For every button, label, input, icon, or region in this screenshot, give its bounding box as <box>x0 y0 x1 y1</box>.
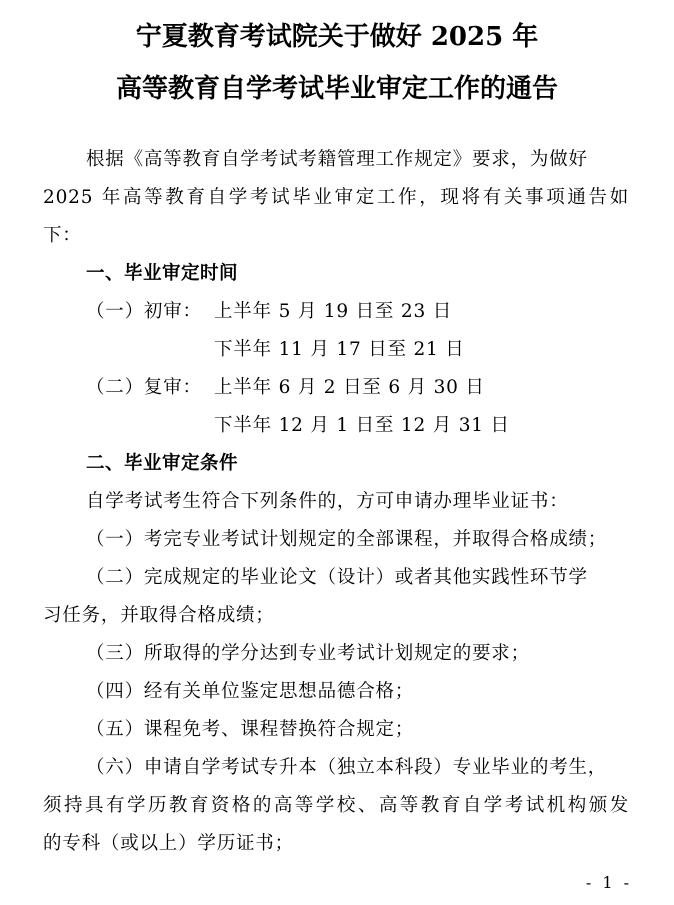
intro-paragraph-line-2: 2025 年高等教育自学考试毕业审定工作，现将有关事项通告如 <box>43 187 629 208</box>
condition-item-4: （四）经有关单位鉴定思想品德合格； <box>86 681 415 702</box>
section-2-heading: 二、毕业审定条件 <box>86 453 239 474</box>
first-review-first-half: 上半年 5 月 19 日至 23 日 <box>214 301 453 322</box>
first-review-second-half: 下半年 11 月 17 日至 21 日 <box>214 339 465 360</box>
condition-item-1: （一）考完专业考试计划规定的全部课程，并取得合格成绩； <box>86 529 608 550</box>
document-title-line-2: 高等教育自学考试毕业审定工作的通告 <box>115 74 558 104</box>
second-review-label: （二）复审： <box>86 377 202 398</box>
document-title-line-1: 宁夏教育考试院关于做好 2025 年 <box>135 22 539 52</box>
condition-item-6-line-3: 的专科（或以上）学历证书； <box>43 833 294 854</box>
intro-paragraph-line-3: 下： <box>43 225 82 246</box>
condition-item-6-line-1: （六）申请自学考试专升本（独立本科段）专业毕业的考生， <box>86 757 608 778</box>
section-1-heading: 一、毕业审定时间 <box>86 263 239 284</box>
condition-item-2-line-1: （二）完成规定的毕业论文（设计）或者其他实践性环节学 <box>86 567 588 588</box>
second-review-first-half: 上半年 6 月 2 日至 6 月 30 日 <box>214 377 485 398</box>
condition-item-2-line-2: 习任务，并取得合格成绩； <box>43 605 275 626</box>
second-review-second-half: 下半年 12 月 1 日至 12 月 31 日 <box>214 415 510 436</box>
condition-item-6-line-2: 须持具有学历教育资格的高等学校、高等教育自学考试机构颁发 <box>43 795 629 816</box>
first-review-label: （一）初审： <box>86 301 202 322</box>
condition-item-3: （三）所取得的学分达到专业考试计划规定的要求； <box>86 643 530 664</box>
intro-paragraph-line-1: 根据《高等教育自学考试考籍管理工作规定》要求，为做好 <box>86 149 588 170</box>
condition-item-5: （五）课程免考、课程替换符合规定； <box>86 719 415 740</box>
page-number: - 1 - <box>585 873 632 892</box>
conditions-lead: 自学考试考生符合下列条件的，方可申请办理毕业证书： <box>86 491 569 512</box>
